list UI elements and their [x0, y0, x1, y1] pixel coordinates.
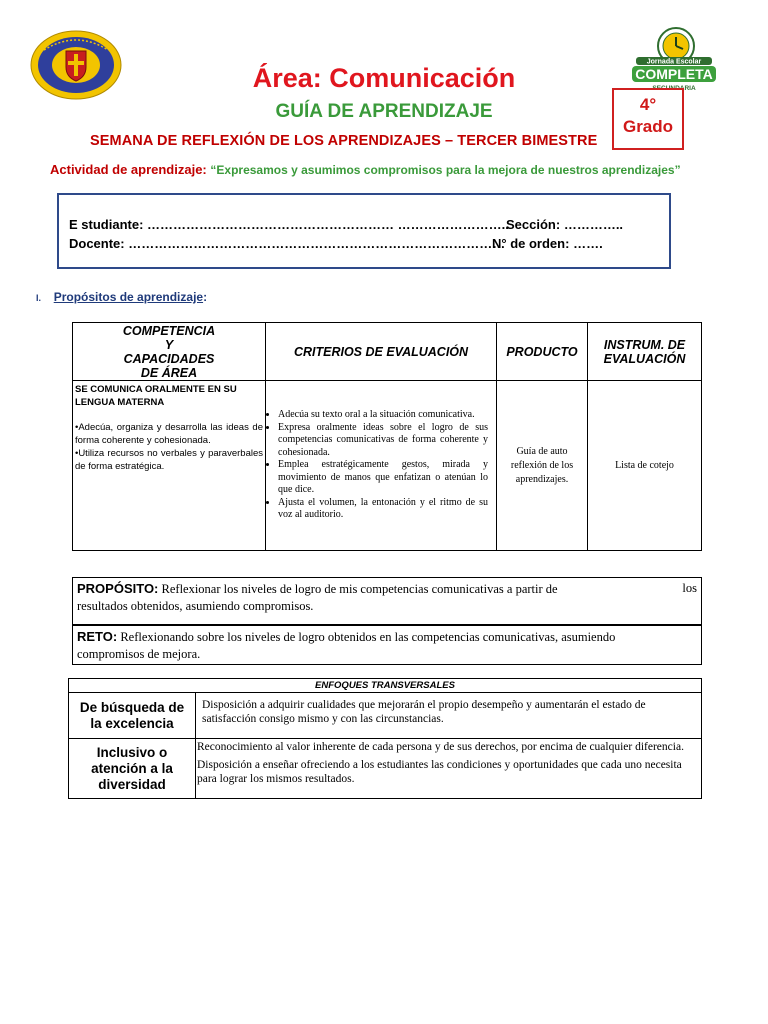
proposito-los: los: [682, 581, 697, 595]
table-row: [73, 381, 702, 551]
proposito-label: PROPÓSITO:: [77, 581, 159, 596]
enfoque-desc: Reconocimiento al valor inherente de cada persona y de sus derechos, por encima de cualquier diferencia. Disposición a enseñar ofreciendo a los estudiantes las condiciones y oportunidades que cada uno necesita para lograr los mismos resultados.: [196, 739, 702, 799]
competencia-title: SE COMUNICA ORALMENTE EN SU LENGUA MATERNA: [75, 384, 237, 408]
table-header-row: [73, 323, 702, 381]
logo-line2-text: COMPLETA: [635, 66, 713, 82]
reto-line1: Reflexionando sobre los niveles de logro obtenidos en las competencias comunicativas, asumiendo: [120, 630, 616, 644]
section-title: Propósitos de aprendizaje: [53, 290, 204, 304]
instrumento-cell: Lista de cotejo: [588, 381, 702, 551]
teacher-field[interactable]: ……………………………………………………………………………: [128, 236, 506, 251]
purposes-table: [72, 322, 702, 551]
reto-box: [72, 625, 702, 665]
reto-label: RETO:: [77, 629, 118, 644]
header-instrumento: INSTRUM. DE EVALUACIÓN: [588, 323, 702, 381]
student-label: E studiante:: [69, 217, 144, 232]
grade-number: 4°: [639, 95, 657, 114]
enfoque-name: Inclusivo o atención a la diversidad: [69, 739, 196, 799]
proposito-text: [73, 578, 701, 617]
grade-label: Grado: [622, 117, 674, 136]
logo-line3-text: SECUNDARIA: [652, 85, 696, 92]
activity-label: Actividad de aprendizaje:: [50, 162, 207, 177]
teacher-line: [69, 236, 505, 251]
order-field[interactable]: …….: [573, 236, 603, 251]
header-criterios: CRITERIOS DE EVALUACIÓN: [266, 323, 497, 381]
criterio-item: • Emplea estratégicamente gestos, mirada y movimiento de manos que enfatizan o atenúan lo que dice.: [278, 459, 488, 497]
capacidad-item: •Adecúa, organiza y desarrolla las ideas de forma coherente y cohesionada.: [75, 422, 263, 446]
criterios-cell: [266, 381, 497, 551]
week-heading: SEMANA DE REFLEXIÓN DE LOS APRENDIZAJES – TERCER BIMESTRE: [90, 133, 598, 149]
reto-text: [73, 626, 701, 665]
proposito-box: [72, 577, 702, 625]
section-heading: [36, 290, 207, 304]
grade-box: [612, 88, 684, 150]
criterio-item: • Ajusta el volumen, la entonación y el ritmo de su voz al auditorio.: [278, 497, 488, 522]
logo-line1-text: Jornada Escolar: [646, 58, 702, 66]
student-field[interactable]: ………………………………………………… ……………………..: [147, 217, 509, 232]
activity-text: “Expresamos y asumimos compromisos para la mejora de nuestros aprendizajes”: [210, 163, 681, 177]
proposito-line1: Reflexionar los niveles de logro de mis competencias comunicativas a partir de: [161, 582, 558, 596]
enfoques-table: [68, 678, 702, 799]
guide-subtitle: GUÍA DE APRENDIZAJE: [275, 101, 493, 122]
header-producto: PRODUCTO: [497, 323, 588, 381]
capacidad-item: •Utiliza recursos no verbales y paraverbales de forma estratégica.: [75, 448, 263, 472]
criterio-item: • Adecúa su texto oral a la situación comunicativa.: [278, 409, 488, 422]
section-field[interactable]: …………..: [563, 217, 624, 232]
enfoques-header: ENFOQUES TRANSVERSALES: [69, 679, 702, 693]
section-colon: :: [203, 290, 208, 304]
header-competencia: COMPETENCIA Y CAPACIDADES DE ÁREA: [73, 323, 266, 381]
criterio-item: • Expresa oralmente ideas sobre el logro de sus competencias comunicativas de forma coherente y cohesionada.: [278, 422, 488, 460]
order-label: N° de orden:: [492, 236, 570, 251]
enfoques-header-row: [69, 679, 702, 693]
order-line: [492, 236, 603, 251]
student-line: [69, 217, 509, 232]
reto-line2: compromisos de mejora.: [77, 647, 201, 661]
table-row: [69, 739, 702, 799]
enfoque-desc: Disposición a adquirir cualidades que mejorarán el propio desempeño y aumentarán el estado de satisfacción consigo mismo y con las circunstancias.: [196, 693, 702, 739]
producto-cell: Guía de auto reflexión de los aprendizajes.: [497, 381, 588, 551]
section-line: [506, 217, 623, 232]
proposito-line2: resultados obtenidos, asumiendo compromisos.: [77, 599, 314, 613]
student-info-box: [57, 193, 671, 269]
competencia-cell: [73, 381, 266, 551]
enfoque-name: De búsqueda de la excelencia: [69, 693, 196, 739]
section-label: Sección:: [506, 217, 561, 232]
section-number: I.: [36, 293, 42, 303]
activity-line: [50, 162, 681, 177]
teacher-label: Docente:: [69, 236, 125, 251]
page-title: Área: Comunicación: [252, 63, 516, 93]
table-row: [69, 693, 702, 739]
